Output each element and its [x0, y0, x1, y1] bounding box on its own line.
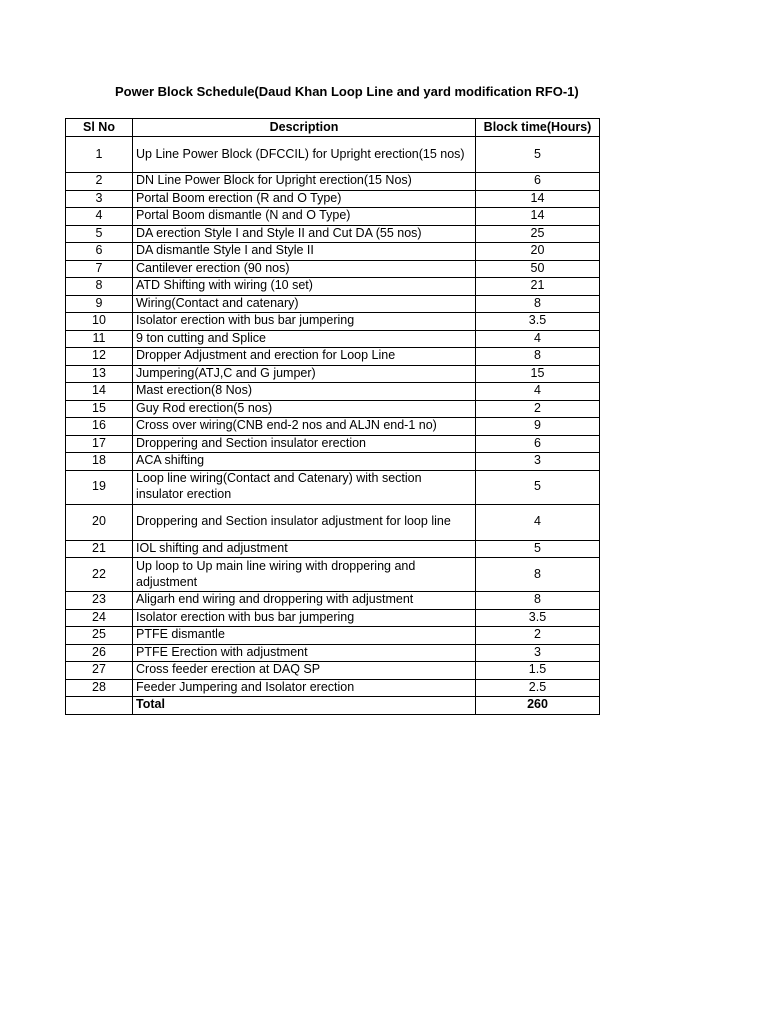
cell-block-time: 50	[476, 260, 600, 278]
cell-sl-no: 10	[66, 313, 133, 331]
cell-sl-no: 5	[66, 225, 133, 243]
cell-block-time: 4	[476, 504, 600, 540]
cell-sl-no: 6	[66, 243, 133, 261]
document-title: Power Block Schedule(Daud Khan Loop Line and yard modification RFO-1)	[115, 84, 579, 99]
table-row	[66, 260, 600, 278]
power-block-schedule-table	[65, 118, 600, 715]
table-row	[66, 313, 600, 331]
cell-total-sl	[66, 697, 133, 715]
cell-sl-no: 3	[66, 190, 133, 208]
cell-sl-no: 8	[66, 278, 133, 296]
table-row	[66, 418, 600, 436]
cell-sl-no: 18	[66, 453, 133, 471]
cell-total-time: 260	[476, 697, 600, 715]
cell-description: DA dismantle Style I and Style II	[133, 243, 476, 261]
cell-block-time: 3.5	[476, 609, 600, 627]
cell-sl-no: 20	[66, 504, 133, 540]
header-block-time: Block time(Hours)	[476, 119, 600, 137]
table-row	[66, 540, 600, 558]
table-row	[66, 383, 600, 401]
table-row	[66, 295, 600, 313]
cell-description: Mast erection(8 Nos)	[133, 383, 476, 401]
cell-description: Guy Rod erection(5 nos)	[133, 400, 476, 418]
table-row	[66, 243, 600, 261]
cell-sl-no: 24	[66, 609, 133, 627]
cell-sl-no: 12	[66, 348, 133, 366]
cell-description: Portal Boom erection (R and O Type)	[133, 190, 476, 208]
cell-description: 9 ton cutting and Splice	[133, 330, 476, 348]
cell-description: Portal Boom dismantle (N and O Type)	[133, 208, 476, 226]
table-row	[66, 330, 600, 348]
cell-description: Jumpering(ATJ,C and G jumper)	[133, 365, 476, 383]
cell-block-time: 1.5	[476, 662, 600, 680]
cell-block-time: 14	[476, 190, 600, 208]
cell-block-time: 8	[476, 295, 600, 313]
cell-sl-no: 25	[66, 627, 133, 645]
cell-block-time: 8	[476, 558, 600, 592]
cell-description: ATD Shifting with wiring (10 set)	[133, 278, 476, 296]
cell-block-time: 2.5	[476, 679, 600, 697]
table-row	[66, 592, 600, 610]
cell-sl-no: 27	[66, 662, 133, 680]
table-header-row	[66, 119, 600, 137]
table-row	[66, 644, 600, 662]
cell-sl-no: 1	[66, 137, 133, 173]
cell-description: Dropper Adjustment and erection for Loop Line	[133, 348, 476, 366]
cell-sl-no: 23	[66, 592, 133, 610]
cell-sl-no: 21	[66, 540, 133, 558]
cell-description: PTFE dismantle	[133, 627, 476, 645]
cell-description: IOL shifting and adjustment	[133, 540, 476, 558]
table-row	[66, 470, 600, 504]
cell-sl-no: 19	[66, 470, 133, 504]
cell-block-time: 15	[476, 365, 600, 383]
cell-block-time: 2	[476, 400, 600, 418]
table-row	[66, 435, 600, 453]
table-row	[66, 348, 600, 366]
cell-block-time: 4	[476, 383, 600, 401]
header-description: Description	[133, 119, 476, 137]
table-row	[66, 504, 600, 540]
table-row	[66, 453, 600, 471]
cell-sl-no: 15	[66, 400, 133, 418]
table-row	[66, 662, 600, 680]
cell-description: Feeder Jumpering and Isolator erection	[133, 679, 476, 697]
cell-sl-no: 22	[66, 558, 133, 592]
cell-sl-no: 11	[66, 330, 133, 348]
table-row	[66, 679, 600, 697]
cell-block-time: 4	[476, 330, 600, 348]
table-row	[66, 278, 600, 296]
cell-sl-no: 9	[66, 295, 133, 313]
cell-block-time: 2	[476, 627, 600, 645]
cell-block-time: 21	[476, 278, 600, 296]
cell-block-time: 25	[476, 225, 600, 243]
table-row	[66, 225, 600, 243]
cell-description: DN Line Power Block for Upright erection(15 Nos)	[133, 173, 476, 191]
cell-block-time: 5	[476, 137, 600, 173]
cell-description: Cantilever erection (90 nos)	[133, 260, 476, 278]
cell-description: Cross feeder erection at DAQ SP	[133, 662, 476, 680]
table-row	[66, 208, 600, 226]
cell-description: Droppering and Section insulator erection	[133, 435, 476, 453]
cell-sl-no: 28	[66, 679, 133, 697]
cell-block-time: 6	[476, 435, 600, 453]
cell-block-time: 8	[476, 348, 600, 366]
cell-sl-no: 16	[66, 418, 133, 436]
cell-block-time: 20	[476, 243, 600, 261]
table-row	[66, 365, 600, 383]
cell-sl-no: 26	[66, 644, 133, 662]
cell-description: Aligarh end wiring and droppering with adjustment	[133, 592, 476, 610]
cell-block-time: 5	[476, 540, 600, 558]
table-row	[66, 609, 600, 627]
cell-description: ACA shifting	[133, 453, 476, 471]
cell-block-time: 3	[476, 453, 600, 471]
cell-sl-no: 17	[66, 435, 133, 453]
table-row	[66, 190, 600, 208]
cell-block-time: 5	[476, 470, 600, 504]
cell-description: Loop line wiring(Contact and Catenary) with section insulator erection	[133, 470, 476, 504]
cell-total-label: Total	[133, 697, 476, 715]
cell-description: Cross over wiring(CNB end-2 nos and ALJN end-1 no)	[133, 418, 476, 436]
cell-description: DA erection Style I and Style II and Cut DA (55 nos)	[133, 225, 476, 243]
cell-sl-no: 7	[66, 260, 133, 278]
table-row	[66, 558, 600, 592]
cell-description: Wiring(Contact and catenary)	[133, 295, 476, 313]
cell-block-time: 6	[476, 173, 600, 191]
cell-sl-no: 13	[66, 365, 133, 383]
cell-block-time: 3	[476, 644, 600, 662]
cell-description: Isolator erection with bus bar jumpering	[133, 609, 476, 627]
cell-description: Isolator erection with bus bar jumpering	[133, 313, 476, 331]
table-row	[66, 137, 600, 173]
cell-description: Up loop to Up main line wiring with droppering and adjustment	[133, 558, 476, 592]
cell-block-time: 3.5	[476, 313, 600, 331]
cell-block-time: 9	[476, 418, 600, 436]
header-sl-no: Sl No	[66, 119, 133, 137]
cell-block-time: 14	[476, 208, 600, 226]
total-row	[66, 697, 600, 715]
cell-block-time: 8	[476, 592, 600, 610]
cell-description: Droppering and Section insulator adjustment for loop line	[133, 504, 476, 540]
table-row	[66, 400, 600, 418]
cell-sl-no: 2	[66, 173, 133, 191]
cell-description: Up Line Power Block (DFCCIL) for Upright erection(15 nos)	[133, 137, 476, 173]
table-row	[66, 173, 600, 191]
cell-sl-no: 14	[66, 383, 133, 401]
table-row	[66, 627, 600, 645]
cell-sl-no: 4	[66, 208, 133, 226]
cell-description: PTFE Erection with adjustment	[133, 644, 476, 662]
